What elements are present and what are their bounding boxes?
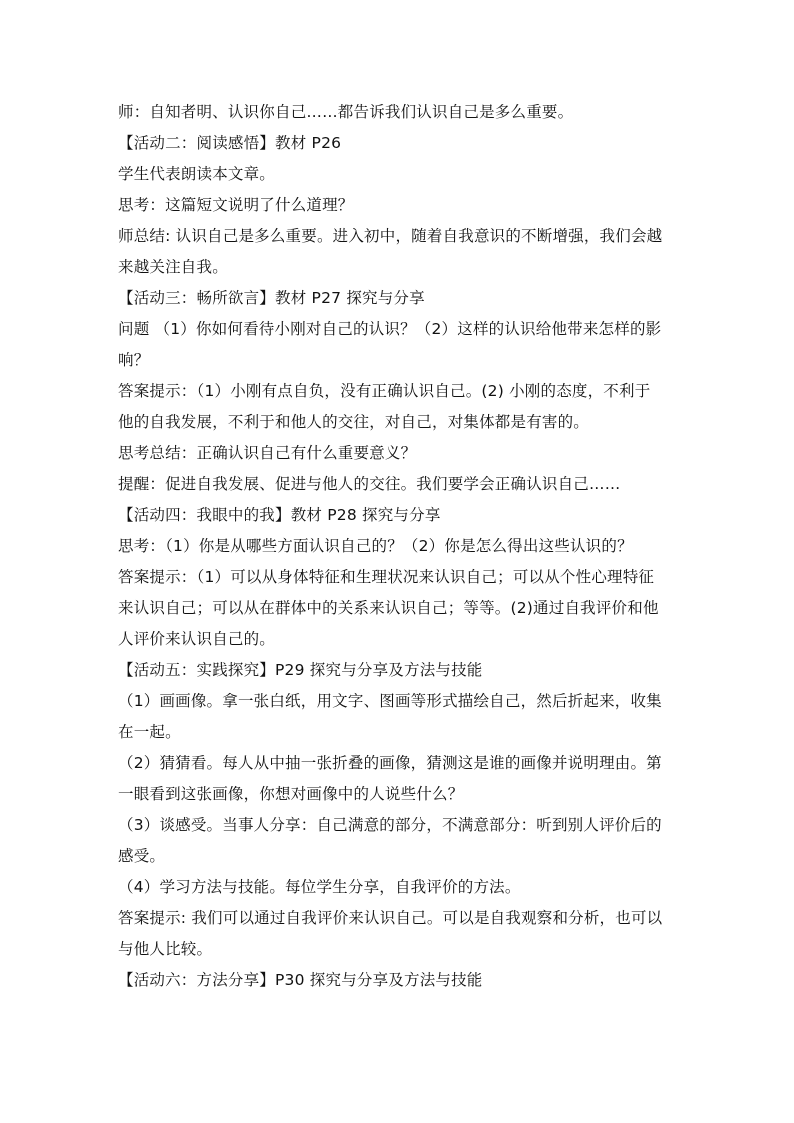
text-line: 问题 （1）你如何看待小刚对自己的认识？（2）这样的认识给他带来怎样的影 <box>118 320 662 338</box>
text-line: 响？ <box>118 351 150 369</box>
text-line: 师总结: 认识自己是多么重要。进入初中，随着自我意识的不断增强，我们会越 <box>118 227 663 245</box>
document-body <box>118 97 678 996</box>
text-line: 答案提示：（1）可以从身体特征和生理状况来认识自己；可以从个性心理特征 <box>118 568 655 586</box>
text-line: 来越关注自我。 <box>118 258 228 276</box>
text-line: 学生代表朗读本文章。 <box>118 165 276 183</box>
activity-heading: 【活动五：实践探究】P29 探究与分享及方法与技能 <box>118 661 483 679</box>
text-line: 提醒：促进自我发展、促进与他人的交往。我们要学会正确认识自己…… <box>118 475 621 493</box>
text-line: （3）谈感受。当事人分享：自己满意的部分，不满意部分：听到别人评价后的 <box>118 816 662 834</box>
text-line: （2）猜猜看。每人从中抽一张折叠的画像，猜测这是谁的画像并说明理由。第 <box>118 754 662 772</box>
text-line: 答案提示: 我们可以通过自我评价来认识自己。可以是自我观察和分析，也可以 <box>118 909 663 927</box>
text-line: 一眼看到这张画像，你想对画像中的人说些什么？ <box>118 785 464 803</box>
text-line: 师：自知者明、认识你自己……都告诉我们认识自己是多么重要。 <box>118 103 574 121</box>
text-line: 答案提示：（1）小刚有点自负，没有正确认识自己。(2) 小刚的态度，不利于 <box>118 382 651 400</box>
text-line: 思考：（1）你是从哪些方面认识自己的？（2）你是怎么得出这些认识的？ <box>118 537 633 555</box>
activity-heading: 【活动二：阅读感悟】教材 P26 <box>118 134 342 152</box>
activity-heading: 【活动六：方法分享】P30 探究与分享及方法与技能 <box>118 971 483 989</box>
text-line: 人评价来认识自己的。 <box>118 630 276 648</box>
text-line: （1）画画像。拿一张白纸，用文字、图画等形式描绘自己，然后折起来，收集 <box>118 692 662 710</box>
text-line: 感受。 <box>118 847 166 865</box>
text-line: 在一起。 <box>118 723 181 741</box>
activity-heading: 【活动四：我眼中的我】教材 P28 探究与分享 <box>118 506 441 524</box>
text-line: 思考：这篇短文说明了什么道理？ <box>118 196 354 214</box>
text-line: 思考总结：正确认识自己有什么重要意义？ <box>118 444 417 462</box>
text-line: 与他人比较。 <box>118 940 213 958</box>
text-line: 来认识自己；可以从在群体中的关系来认识自己；等等。(2)通过自我评价和他 <box>118 599 659 617</box>
text-line: （4）学习方法与技能。每位学生分享，自我评价的方法。 <box>118 878 521 896</box>
activity-heading: 【活动三：畅所欲言】教材 P27 探究与分享 <box>118 289 425 307</box>
text-line: 他的自我发展，不利于和他人的交往，对自己，对集体都是有害的。 <box>118 413 590 431</box>
